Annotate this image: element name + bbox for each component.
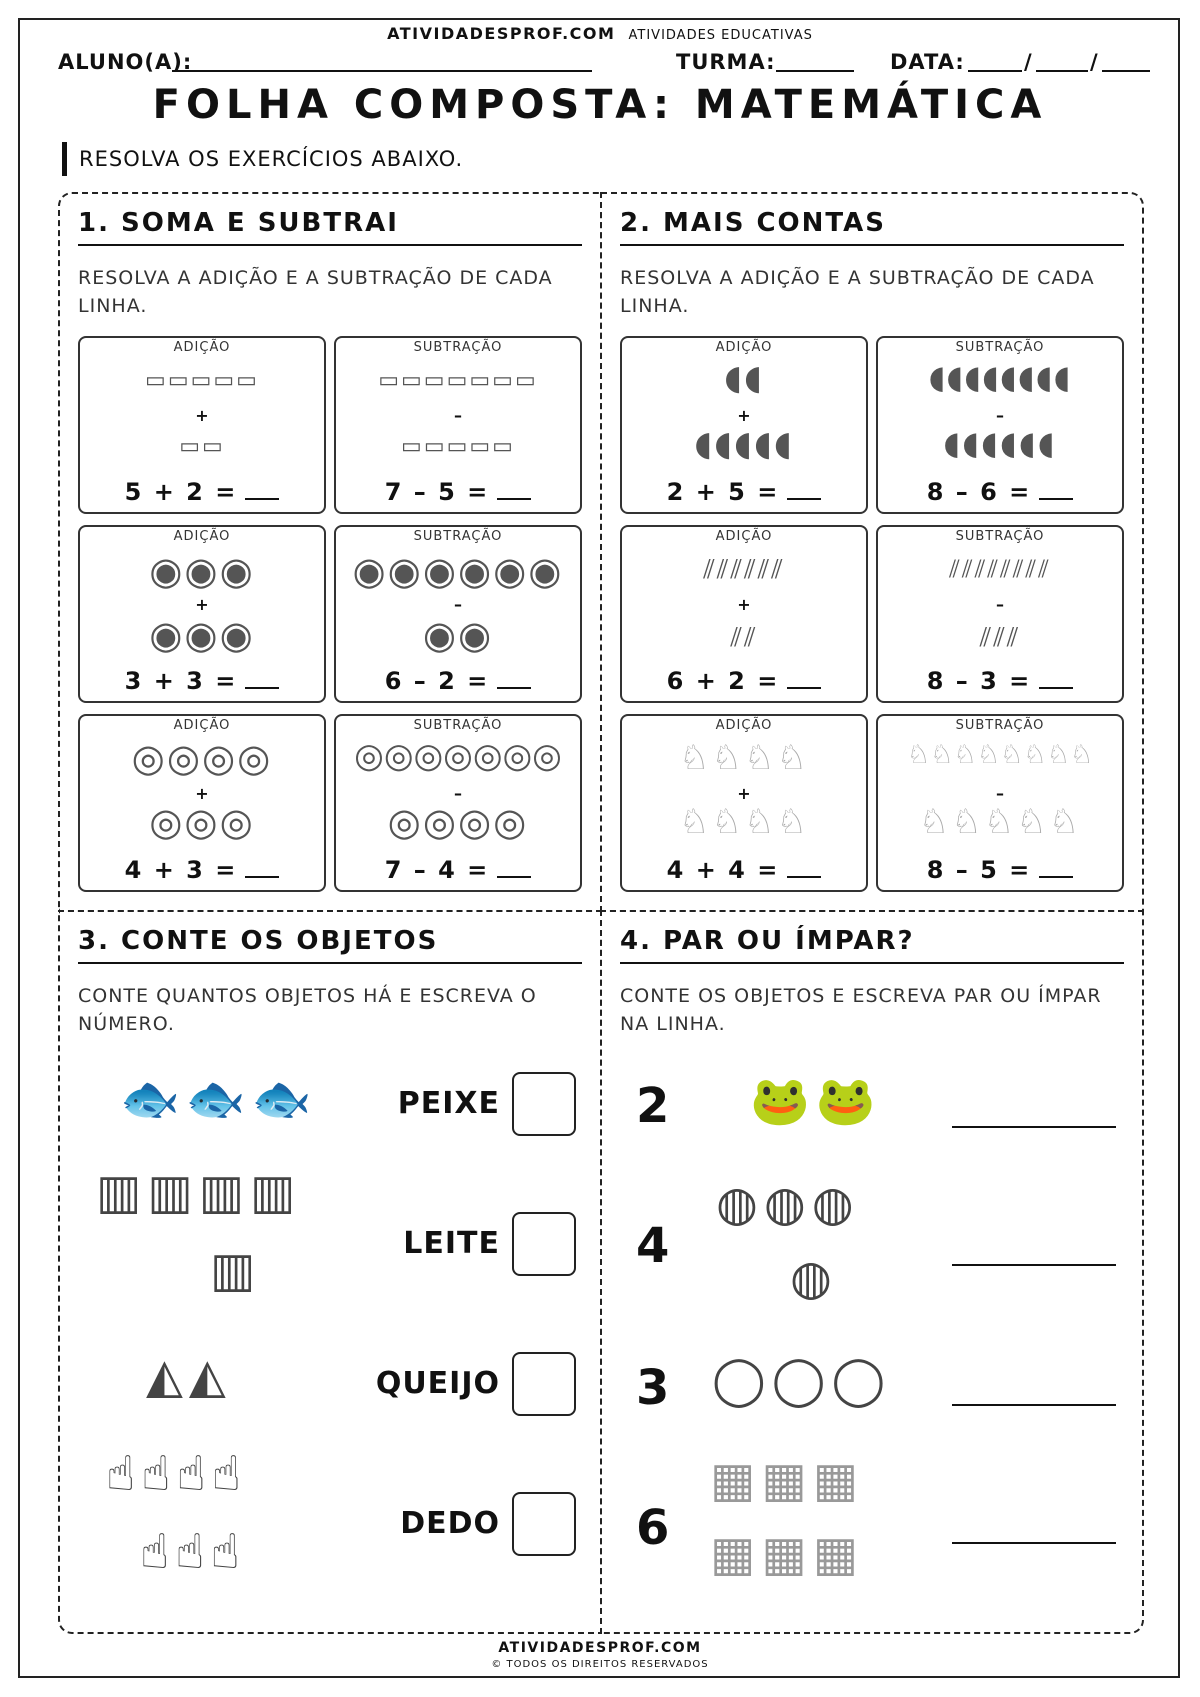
- bow-icons: ◖◖◖◖◖: [694, 424, 794, 464]
- q4-description: CONTE OS OBJETOS E ESCREVA PAR OU ÍMPAR NA LINHA.: [620, 985, 1102, 1035]
- footer-site: ATIVIDADESPROF.COM: [498, 1640, 702, 1656]
- date-slash: /: [1024, 50, 1033, 74]
- equation: [80, 478, 324, 506]
- answer-blank[interactable]: [497, 858, 531, 878]
- q1-box-addition: [78, 714, 326, 892]
- minus-sign: –: [454, 595, 462, 614]
- ring-icons: ◎◎◎◎◎◎◎: [354, 736, 562, 776]
- milk-carton-icons: ▥: [210, 1242, 262, 1298]
- ski-icons: ⫽⫽⫽⫽⫽⫽⫽⫽: [949, 555, 1051, 583]
- chocolate-bar-icons: ▭▭▭▭▭: [401, 434, 515, 459]
- item-name-leite: LEITE: [403, 1226, 500, 1261]
- box-label: ADIÇÃO: [173, 529, 231, 544]
- q2-grid: [620, 336, 1126, 892]
- turma-line[interactable]: [776, 70, 854, 72]
- ostrich-icons: ♘♘♘♘♘: [918, 802, 1082, 842]
- equation-text: 7 – 5 =: [384, 478, 490, 506]
- box-label: SUBTRAÇÃO: [413, 529, 503, 544]
- equation: [878, 856, 1122, 884]
- answer-blank[interactable]: [497, 480, 531, 500]
- answer-box[interactable]: [512, 1492, 576, 1556]
- minus-sign: –: [996, 784, 1004, 803]
- q2-box-subtraction: [876, 525, 1124, 703]
- box-label: ADIÇÃO: [715, 529, 773, 544]
- turma-label: TURMA:: [676, 50, 776, 74]
- q2-box-addition: [620, 336, 868, 514]
- date-month-line[interactable]: [1036, 70, 1088, 72]
- plate-icons: ▦▦▦: [710, 1526, 865, 1582]
- answer-line[interactable]: [952, 1126, 1116, 1128]
- box-label: SUBTRAÇÃO: [955, 340, 1045, 355]
- ring-icons: ◎◎◎: [149, 800, 255, 844]
- q2-description: RESOLVA A ADIÇÃO E A SUBTRAÇÃO DE CADA LINHA.: [620, 267, 1095, 317]
- footer-rights: © TODOS OS DIREITOS RESERVADOS: [491, 1659, 709, 1670]
- onion-icons: ◍◍◍: [716, 1176, 860, 1232]
- q1-box-subtraction: [334, 525, 582, 703]
- answer-blank[interactable]: [245, 858, 279, 878]
- coin-icons: ◉◉◉: [149, 613, 255, 657]
- tomato-icons: ◯◯◯: [712, 1352, 892, 1408]
- box-label: SUBTRAÇÃO: [413, 718, 503, 733]
- milk-carton-icons: ▥▥▥▥: [96, 1164, 302, 1220]
- minus-sign: –: [454, 784, 462, 803]
- q2-box-subtraction: [876, 714, 1124, 892]
- equation: [878, 667, 1122, 695]
- equation-text: 8 – 3 =: [926, 667, 1032, 695]
- q1-grid: [78, 336, 584, 892]
- equation-text: 7 – 4 =: [384, 856, 490, 884]
- ski-icons: ⫽⫽: [730, 623, 758, 653]
- data-label: DATA:: [890, 50, 965, 74]
- answer-box[interactable]: [512, 1212, 576, 1276]
- answer-blank[interactable]: [1039, 480, 1073, 500]
- site-name: ATIVIDADESPROF.COM: [387, 24, 616, 43]
- plus-sign: +: [737, 784, 751, 803]
- instruction: RESOLVA OS EXERCÍCIOS ABAIXO.: [62, 142, 463, 176]
- count-number: 6: [636, 1500, 670, 1556]
- cheese-icons: ◭◭: [146, 1348, 232, 1404]
- equation-text: 5 + 2 =: [124, 478, 238, 506]
- bow-icons: ◖◖: [724, 358, 764, 398]
- equation: [336, 478, 580, 506]
- equation-text: 6 – 2 =: [384, 667, 490, 695]
- fish-icons: 🐟🐟🐟: [120, 1071, 318, 1127]
- count-number: 2: [636, 1078, 670, 1134]
- q1-box-addition: [78, 336, 326, 514]
- equation: [336, 667, 580, 695]
- answer-blank[interactable]: [787, 858, 821, 878]
- q1-box-subtraction: [334, 336, 582, 514]
- equation-text: 8 – 6 =: [926, 478, 1032, 506]
- answer-box[interactable]: [512, 1072, 576, 1136]
- plus-sign: +: [737, 406, 751, 425]
- box-label: ADIÇÃO: [715, 718, 773, 733]
- plus-sign: +: [195, 784, 209, 803]
- date-year-line[interactable]: [1102, 70, 1150, 72]
- answer-blank[interactable]: [1039, 858, 1073, 878]
- answer-line[interactable]: [952, 1264, 1116, 1266]
- box-label: ADIÇÃO: [715, 340, 773, 355]
- aluno-label: ALUNO(A):: [58, 50, 193, 74]
- item-name-dedo: DEDO: [400, 1506, 500, 1541]
- item-name-peixe: PEIXE: [397, 1086, 500, 1121]
- coin-icons: ◉◉: [422, 613, 494, 657]
- site-subtitle: ATIVIDADES EDUCATIVAS: [628, 28, 813, 43]
- date-day-line[interactable]: [968, 70, 1022, 72]
- answer-blank[interactable]: [787, 480, 821, 500]
- q2-box-subtraction: [876, 336, 1124, 514]
- chocolate-bar-icons: ▭▭▭▭▭: [145, 368, 259, 393]
- bow-icons: ◖◖◖◖◖◖: [943, 424, 1057, 462]
- box-label: ADIÇÃO: [173, 340, 231, 355]
- q4-title: 4. PAR OU ÍMPAR?: [620, 926, 1124, 964]
- ostrich-icons: ♘♘♘♘: [679, 802, 809, 842]
- box-label: SUBTRAÇÃO: [413, 340, 503, 355]
- answer-blank[interactable]: [1039, 669, 1073, 689]
- minus-sign: –: [454, 406, 462, 425]
- equation: [878, 478, 1122, 506]
- equation-text: 2 + 5 =: [666, 478, 780, 506]
- count-number: 3: [636, 1360, 670, 1416]
- plus-sign: +: [195, 595, 209, 614]
- bow-icons: ◖◖◖◖◖◖◖◖: [928, 358, 1072, 396]
- q3-title: 3. CONTE OS OBJETOS: [78, 926, 582, 964]
- plus-sign: +: [737, 595, 751, 614]
- equation-text: 4 + 3 =: [124, 856, 238, 884]
- equation-text: 4 + 4 =: [666, 856, 780, 884]
- plus-sign: +: [195, 406, 209, 425]
- page-title: FOLHA COMPOSTA: MATEMÁTICA: [152, 82, 1048, 128]
- box-label: ADIÇÃO: [173, 718, 231, 733]
- equation-text: 6 + 2 =: [666, 667, 780, 695]
- plate-icons: ▦▦▦: [710, 1452, 865, 1508]
- answer-blank[interactable]: [245, 480, 279, 500]
- answer-blank[interactable]: [245, 669, 279, 689]
- chocolate-bar-icons: ▭▭▭▭▭▭▭: [378, 368, 538, 393]
- minus-sign: –: [996, 406, 1004, 425]
- box-label: SUBTRAÇÃO: [955, 718, 1045, 733]
- equation-text: 8 – 5 =: [926, 856, 1032, 884]
- equation: [622, 667, 866, 695]
- equation: [336, 856, 580, 884]
- equation: [622, 856, 866, 884]
- q1-box-subtraction: [334, 714, 582, 892]
- equation: [622, 478, 866, 506]
- coin-icons: ◉◉◉◉◉◉: [352, 549, 564, 593]
- answer-line[interactable]: [952, 1404, 1116, 1406]
- item-name-queijo: QUEIJO: [375, 1366, 500, 1401]
- answer-blank[interactable]: [497, 669, 531, 689]
- frog-icons: 🐸🐸: [750, 1073, 882, 1129]
- q2-box-addition: [620, 714, 868, 892]
- finger-icons: ☝☝☝: [140, 1524, 246, 1580]
- q2-box-addition: [620, 525, 868, 703]
- equation: [80, 856, 324, 884]
- ostrich-icons: ♘♘♘♘♘♘♘♘: [906, 740, 1094, 770]
- equation-text: 3 + 3 =: [124, 667, 238, 695]
- onion-icons: ◍: [790, 1250, 838, 1306]
- finger-icons: ☝☝☝☝: [106, 1446, 247, 1502]
- ski-icons: ⫽⫽⫽: [979, 623, 1021, 653]
- box-label: SUBTRAÇÃO: [955, 529, 1045, 544]
- equation: [80, 667, 324, 695]
- q1-description: RESOLVA A ADIÇÃO E A SUBTRAÇÃO DE CADA LINHA.: [78, 267, 553, 317]
- count-number: 4: [636, 1218, 670, 1274]
- chocolate-bar-icons: ▭▭: [179, 434, 225, 459]
- q3-description: CONTE QUANTOS OBJETOS HÁ E ESCREVA O NÚMERO.: [78, 985, 537, 1035]
- minus-sign: –: [996, 595, 1004, 614]
- answer-box[interactable]: [512, 1352, 576, 1416]
- q1-box-addition: [78, 525, 326, 703]
- ostrich-icons: ♘♘♘♘: [679, 738, 809, 778]
- answer-blank[interactable]: [787, 669, 821, 689]
- ring-icons: ◎◎◎◎: [387, 800, 529, 844]
- ski-icons: ⫽⫽⫽⫽⫽⫽: [703, 555, 785, 585]
- ring-icons: ◎◎◎◎: [131, 736, 273, 780]
- answer-line[interactable]: [952, 1542, 1116, 1544]
- date-slash: /: [1090, 50, 1099, 74]
- site-header: [0, 24, 1200, 43]
- aluno-line[interactable]: [172, 70, 592, 72]
- q2-title: 2. MAIS CONTAS: [620, 208, 1124, 246]
- coin-icons: ◉◉◉: [149, 549, 255, 593]
- q1-title: 1. SOMA E SUBTRAI: [78, 208, 582, 246]
